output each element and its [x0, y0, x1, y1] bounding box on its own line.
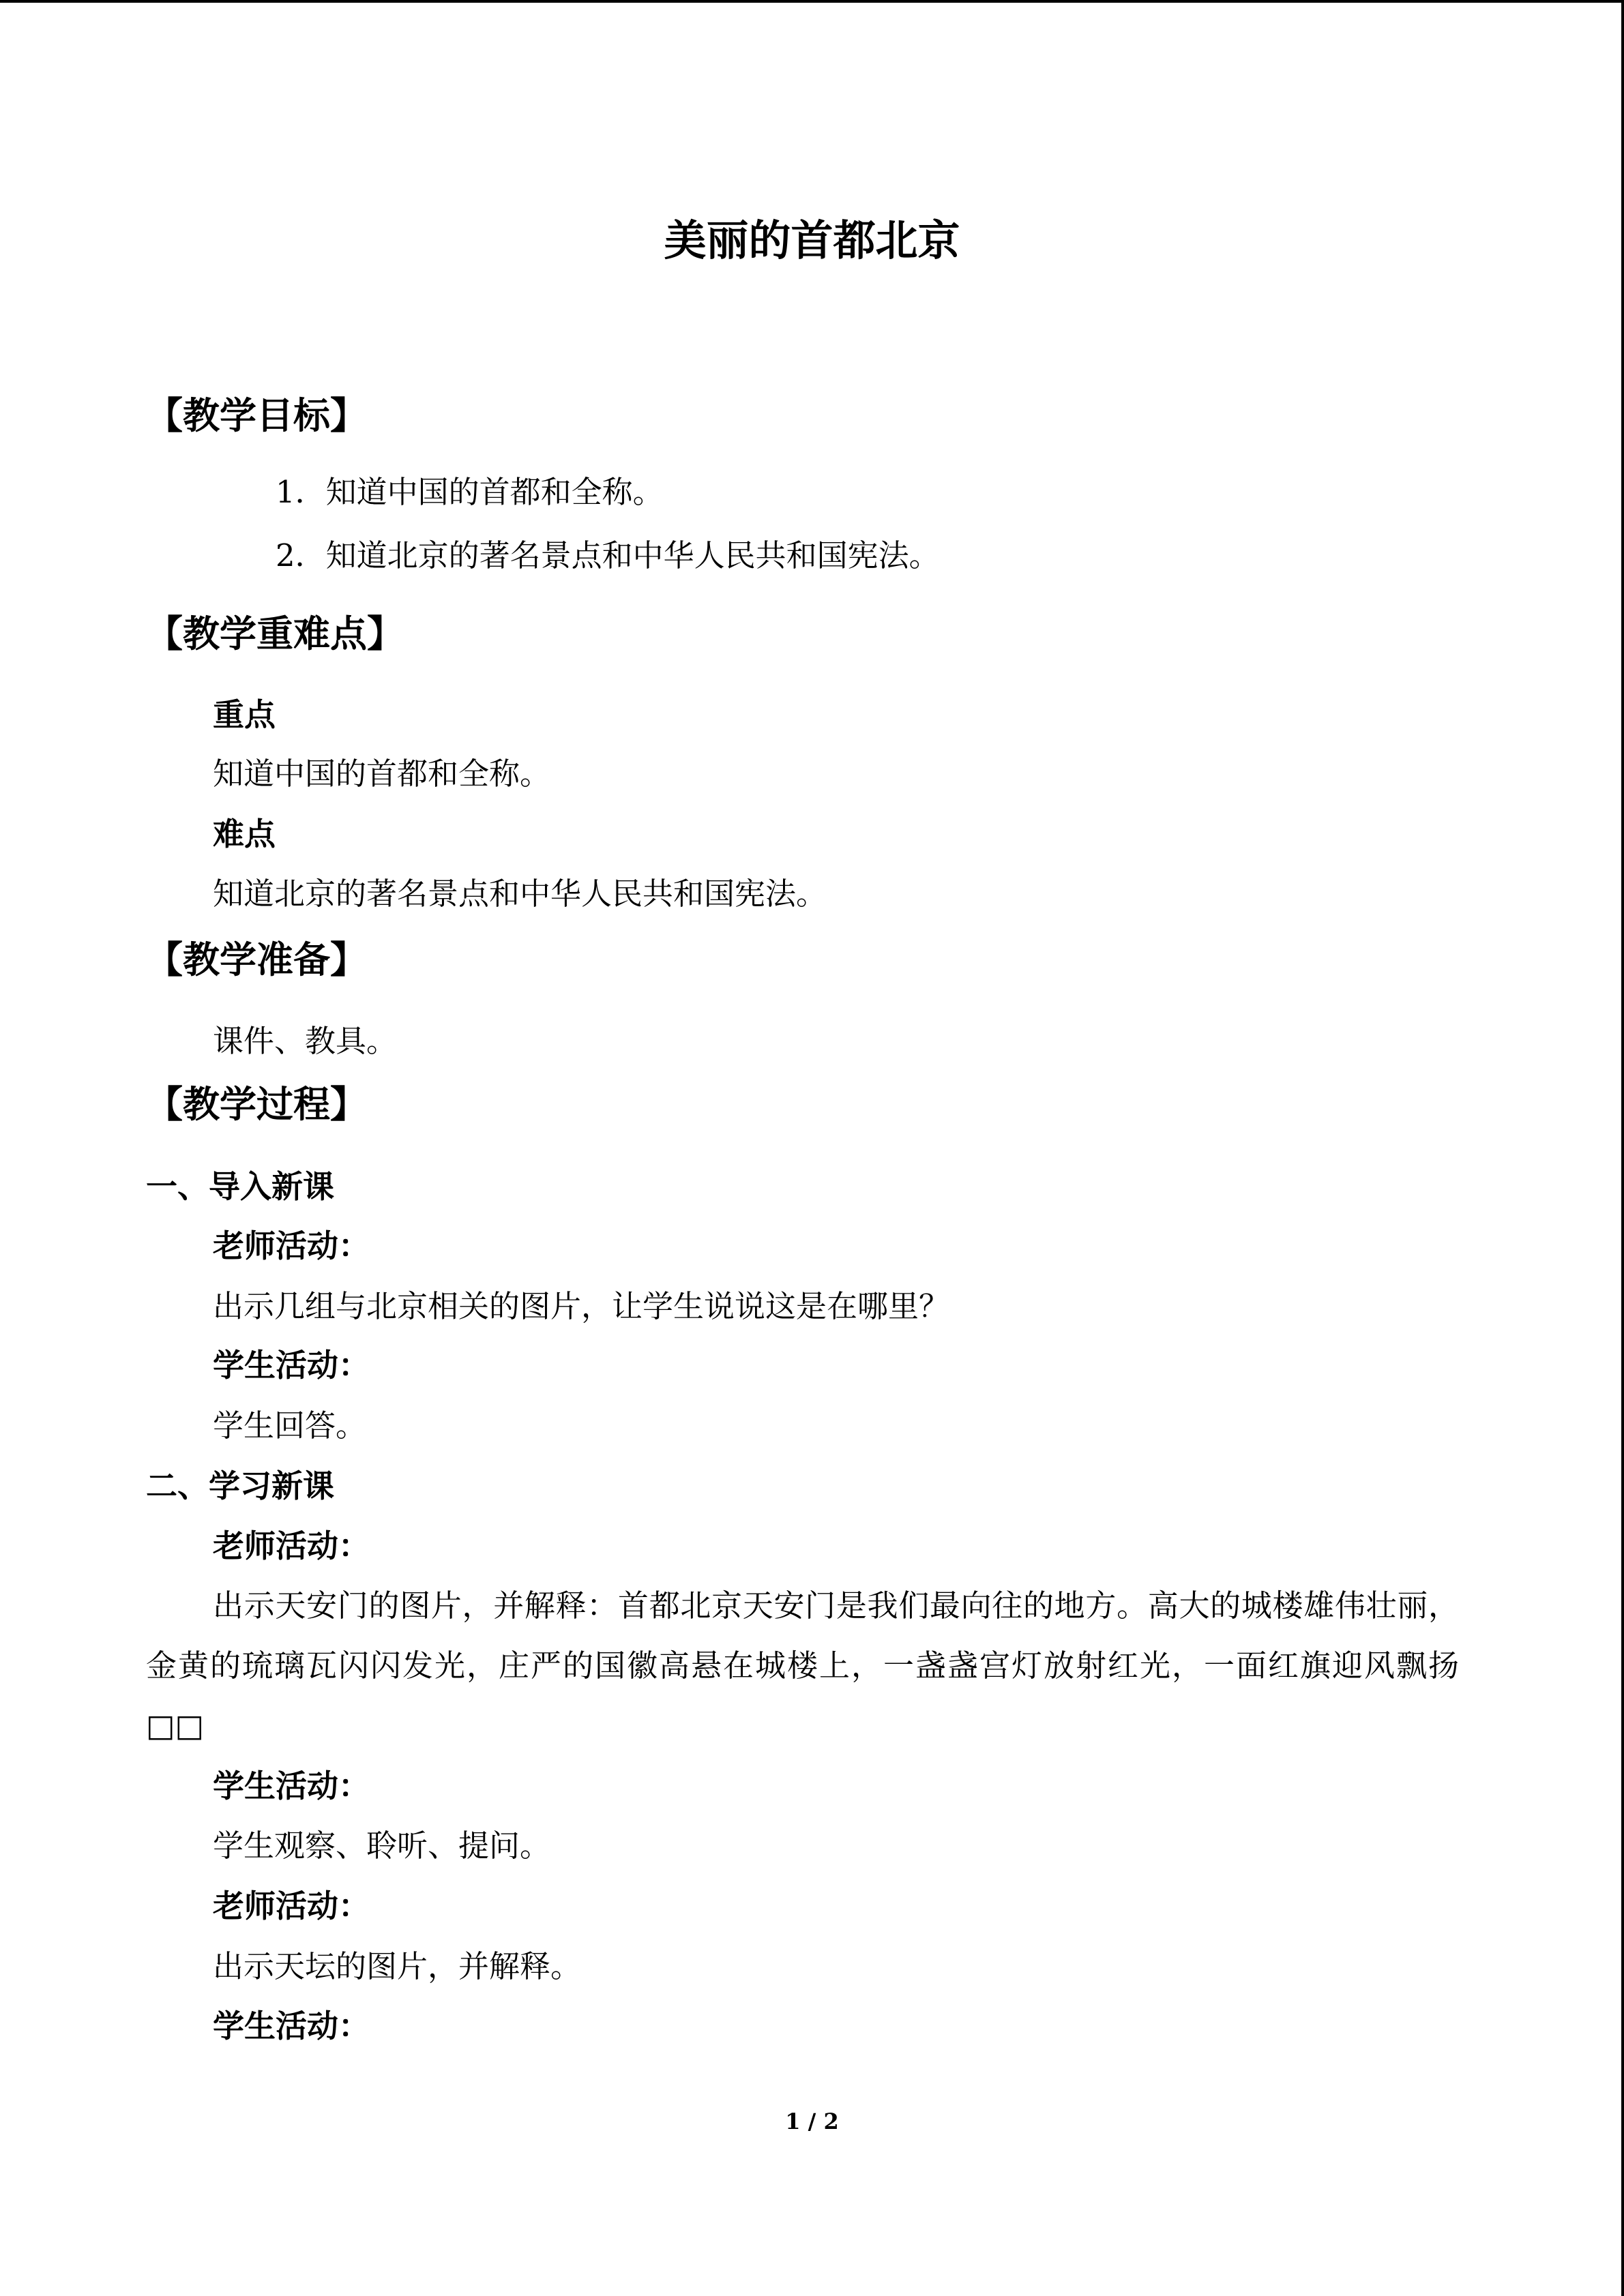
objective-item-1: 1．知道中国的首都和全称。 [276, 474, 664, 510]
section-heading-preparation: 【教学准备】 [146, 938, 367, 981]
key-point-label: 重点 [213, 696, 276, 733]
page-number: 1 / 2 [785, 2108, 839, 2134]
part2-teacher-text-2: 出示天坛的图片，并解释。 [213, 1948, 582, 1984]
difficult-point-label: 难点 [213, 816, 276, 852]
section-heading-objectives: 【教学目标】 [146, 393, 367, 437]
preparation-text: 课件、教具。 [213, 1023, 398, 1059]
difficult-point-text: 知道北京的著名景点和中华人民共和国宪法。 [213, 876, 827, 912]
part2-student-label-2: 学生活动： [213, 2008, 370, 2044]
section-heading-process: 【教学过程】 [146, 1082, 367, 1126]
part2-teacher-text-1: 出示天安门的图片，并解释：首都北京天安门是我们最向往的地方。高大的城楼雄伟壮丽，金黄的琉璃瓦闪闪发光，庄严的国徽高悬在城楼上，一盏盏宫灯放射红光，一面红旗迎风飘扬□□ [146, 1587, 1459, 1744]
part1-student-text: 学生回答。 [213, 1407, 367, 1444]
key-point-text: 知道中国的首都和全称。 [213, 756, 551, 792]
objective-item-2: 2．知道北京的著名景点和中华人民共和国宪法。 [276, 537, 940, 573]
document-title: 美丽的首都北京 [664, 215, 960, 265]
process-part-1-heading: 一、导入新课 [146, 1168, 334, 1205]
part1-student-label: 学生活动： [213, 1347, 370, 1384]
part2-student-label-1: 学生活动： [213, 1768, 370, 1804]
section-heading-key-points: 【教学重难点】 [146, 612, 404, 655]
part2-student-text-1: 学生观察、聆听、提问。 [213, 1828, 551, 1864]
part1-teacher-text: 出示几组与北京相关的图片，让学生说说这是在哪里？ [213, 1288, 950, 1324]
part2-teacher-label-1: 老师活动： [213, 1527, 370, 1564]
part1-teacher-label: 老师活动： [213, 1227, 370, 1264]
process-part-2-heading: 二、学习新课 [146, 1467, 334, 1504]
part2-teacher-label-2: 老师活动： [213, 1888, 370, 1924]
